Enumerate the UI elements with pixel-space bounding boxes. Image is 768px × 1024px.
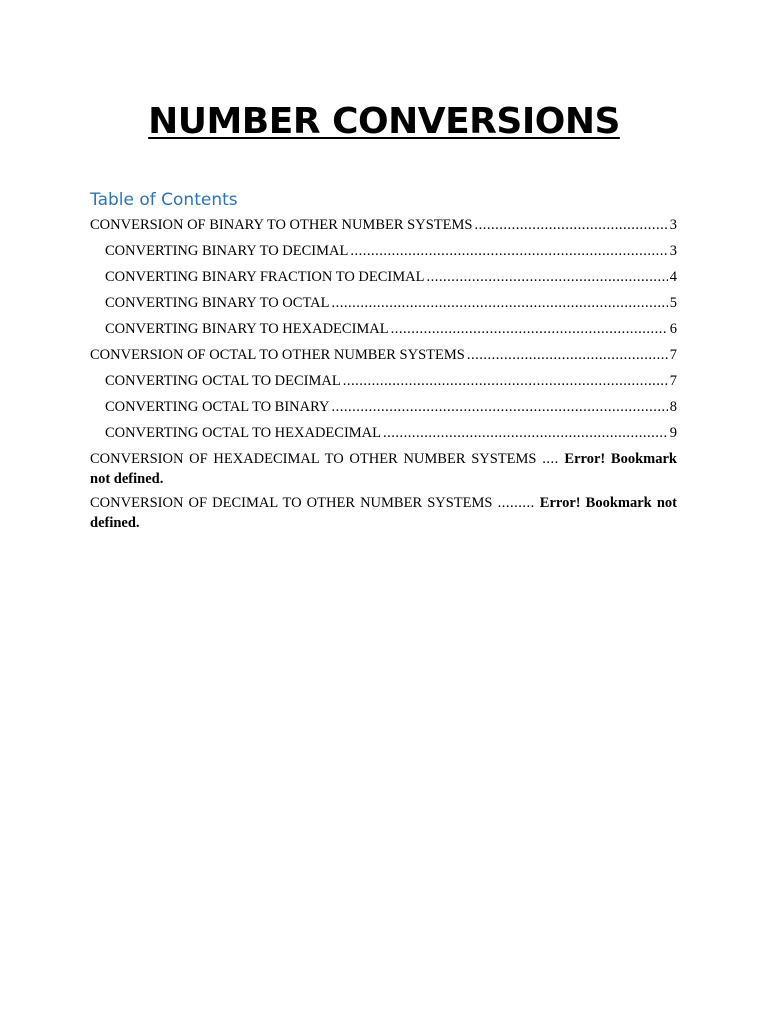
toc-dot-leader	[331, 290, 667, 316]
toc-page-number: 7	[669, 347, 677, 363]
toc-entry[interactable]	[90, 264, 677, 290]
toc-dot-leader	[467, 342, 668, 368]
toc-entry[interactable]	[90, 420, 677, 446]
toc-entry-label: CONVERTING OCTAL TO BINARY	[105, 399, 330, 415]
toc-dot-leader: .........	[497, 495, 535, 511]
toc-entry-label: CONVERSION OF HEXADECIMAL TO OTHER NUMBER SYSTEMS	[90, 451, 537, 467]
bookmark-error-text: Error! Bookmark not defined.	[90, 495, 677, 531]
table-of-contents	[90, 212, 677, 537]
bookmark-error-text: Error! Bookmark not defined.	[90, 451, 677, 487]
toc-entry[interactable]	[90, 316, 677, 342]
toc-entry-label: CONVERTING OCTAL TO HEXADECIMAL	[105, 425, 382, 441]
toc-entry[interactable]	[90, 394, 677, 420]
toc-heading: Table of Contents	[90, 190, 238, 210]
toc-entry-label: CONVERSION OF OCTAL TO OTHER NUMBER SYSTEMS	[90, 347, 465, 363]
document-title	[0, 98, 768, 146]
toc-page-number: 3	[669, 217, 677, 233]
toc-entry[interactable]	[90, 212, 677, 238]
toc-dot-leader	[343, 368, 668, 394]
toc-page-number: 9	[669, 425, 677, 441]
toc-entry-error[interactable]	[90, 493, 677, 533]
toc-page-number: 4	[669, 269, 677, 285]
toc-dot-leader	[474, 212, 667, 238]
toc-entry[interactable]	[90, 368, 677, 394]
toc-entry-label: CONVERTING BINARY TO HEXADECIMAL	[105, 321, 389, 337]
toc-page-number: 7	[669, 373, 677, 389]
toc-entry-error[interactable]	[90, 449, 677, 489]
toc-page-number: 5	[669, 295, 677, 311]
toc-page-number: 3	[669, 243, 677, 259]
toc-dot-leader	[383, 420, 668, 446]
toc-entry-label: CONVERTING BINARY FRACTION TO DECIMAL	[105, 269, 425, 285]
toc-dot-leader	[350, 238, 667, 264]
document-title-text: NUMBER CONVERSIONS	[148, 101, 620, 142]
toc-entry[interactable]	[90, 342, 677, 368]
toc-dot-leader: ....	[542, 451, 559, 467]
toc-entry-label: CONVERTING OCTAL TO DECIMAL	[105, 373, 341, 389]
toc-entry[interactable]	[90, 238, 677, 264]
toc-dot-leader	[426, 264, 667, 290]
toc-entry[interactable]	[90, 290, 677, 316]
toc-entry-label: CONVERTING BINARY TO OCTAL	[105, 295, 330, 311]
toc-entry-label: CONVERTING BINARY TO DECIMAL	[105, 243, 349, 259]
toc-dot-leader	[331, 394, 667, 420]
toc-page-number: 6	[669, 321, 677, 337]
toc-page-number: 8	[669, 399, 677, 415]
toc-dot-leader	[391, 316, 668, 342]
toc-entry-label: CONVERSION OF BINARY TO OTHER NUMBER SYSTEMS	[90, 217, 473, 233]
toc-entry-label: CONVERSION OF DECIMAL TO OTHER NUMBER SYSTEMS	[90, 495, 493, 511]
